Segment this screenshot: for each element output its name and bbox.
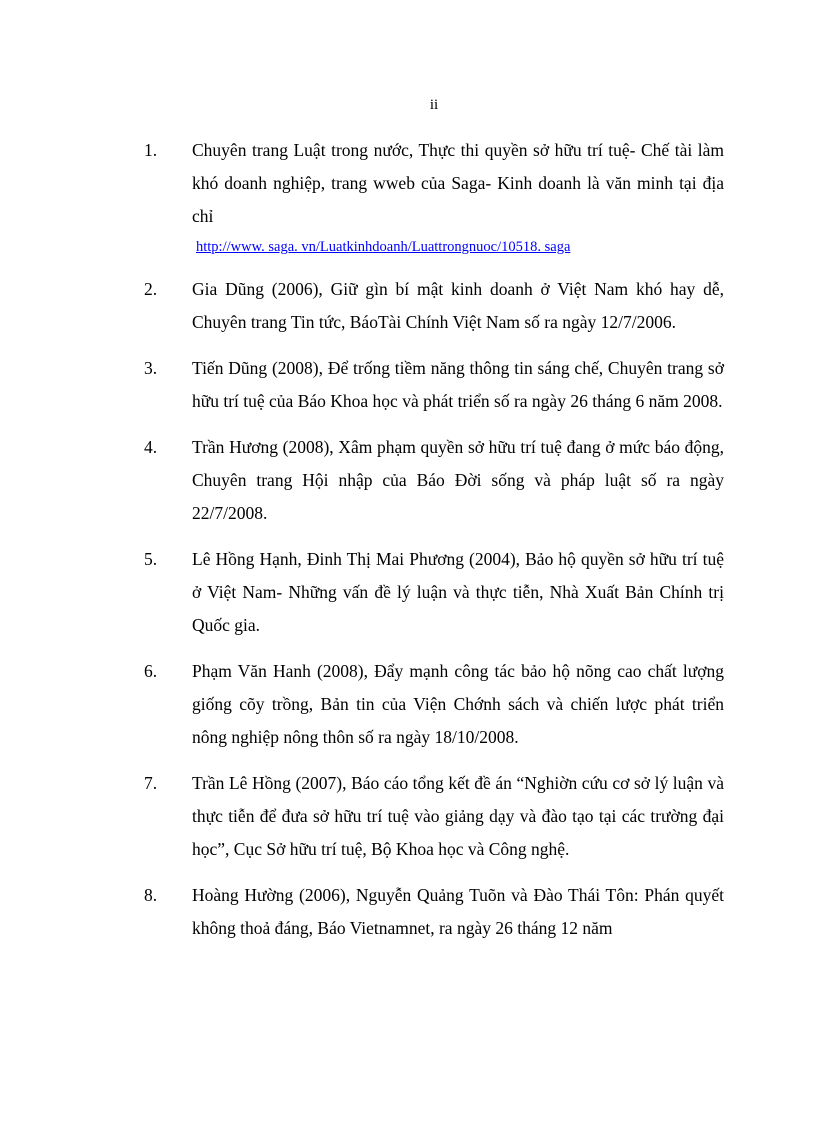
reference-number: 5. (144, 549, 158, 569)
reference-text: Gia Dũng (2006), Giữ gìn bí mật kinh doanh ở Việt Nam khó hay dễ, Chuyên trang Tin tức, BáoTài Chính Việt Nam số ra ngày 12/7/2006. (192, 279, 724, 332)
reference-number: 8. (144, 885, 158, 905)
reference-number: 1. (144, 140, 158, 160)
reference-text: Lê Hồng Hạnh, Đinh Thị Mai Phương (2004), Bảo hộ quyền sở hữu trí tuệ ở Việt Nam- Những vấn đề lý luận và thực tiễn, Nhà Xuất Bản Chính trị Quốc gia. (192, 549, 724, 635)
reference-text: Trần Lê Hồng (2007), Báo cáo tổng kết đề án “Nghiờn cứu cơ sở lý luận và thực tiễn để đưa sở hữu trí tuệ vào giảng dạy và đào tạo tại các trường đại học”, Cục Sở hữu trí tuệ, Bộ Khoa học và Công nghệ. (192, 773, 724, 859)
reference-item-2 (0, 273, 816, 339)
reference-number: 2. (144, 279, 158, 299)
reference-item-1 (0, 134, 816, 260)
reference-text: Hoàng Hường (2006), Nguyễn Quảng Tuõn và Đào Thái Tôn: Phán quyết không thoả đáng, Báo Vietnamnet, ra ngày 26 tháng 12 năm (192, 885, 724, 938)
reference-text: Phạm Văn Hanh (2008), Đẩy mạnh công tác bảo hộ nõng cao chất lượng giống cõy trồng, Bản tin của Viện Chớnh sách và chiến lược phát triển nông nghiệp nông thôn số ra ngày 18/10/2008. (192, 661, 724, 747)
reference-number: 3. (144, 358, 158, 378)
reference-item-4 (0, 431, 816, 530)
reference-text: Tiến Dũng (2008), Để trống tiềm năng thông tin sáng chế, Chuyên trang sở hữu trí tuệ của Báo Khoa học và phát triển số ra ngày 26 tháng 6 năm 2008. (192, 358, 724, 411)
reference-text: Trần Hương (2008), Xâm phạm quyền sở hữu trí tuệ đang ở mức báo động, Chuyên trang Hội nhập của Báo Đời sống và pháp luật số ra ngày 22/7/2008. (192, 437, 724, 523)
reference-text: Chuyên trang Luật trong nước, Thực thi quyền sở hữu trí tuệ- Chế tài làm khó doanh nghiệp, trang wweb của Saga- Kinh doanh là văn minh tại địa chỉ (192, 140, 724, 226)
reference-number: 7. (144, 773, 158, 793)
reference-item-8 (0, 879, 816, 945)
reference-item-7 (0, 767, 816, 866)
reference-link[interactable]: http://www. saga. vn/Luatkinhdoanh/Luattrongnuoc/10518. saga (196, 239, 571, 255)
page-number: ii (429, 97, 439, 113)
reference-number: 6. (144, 661, 158, 681)
reference-item-3 (0, 352, 816, 418)
reference-item-6 (0, 655, 816, 754)
reference-list (0, 134, 816, 958)
reference-item-5 (0, 543, 816, 642)
reference-number: 4. (144, 437, 158, 457)
